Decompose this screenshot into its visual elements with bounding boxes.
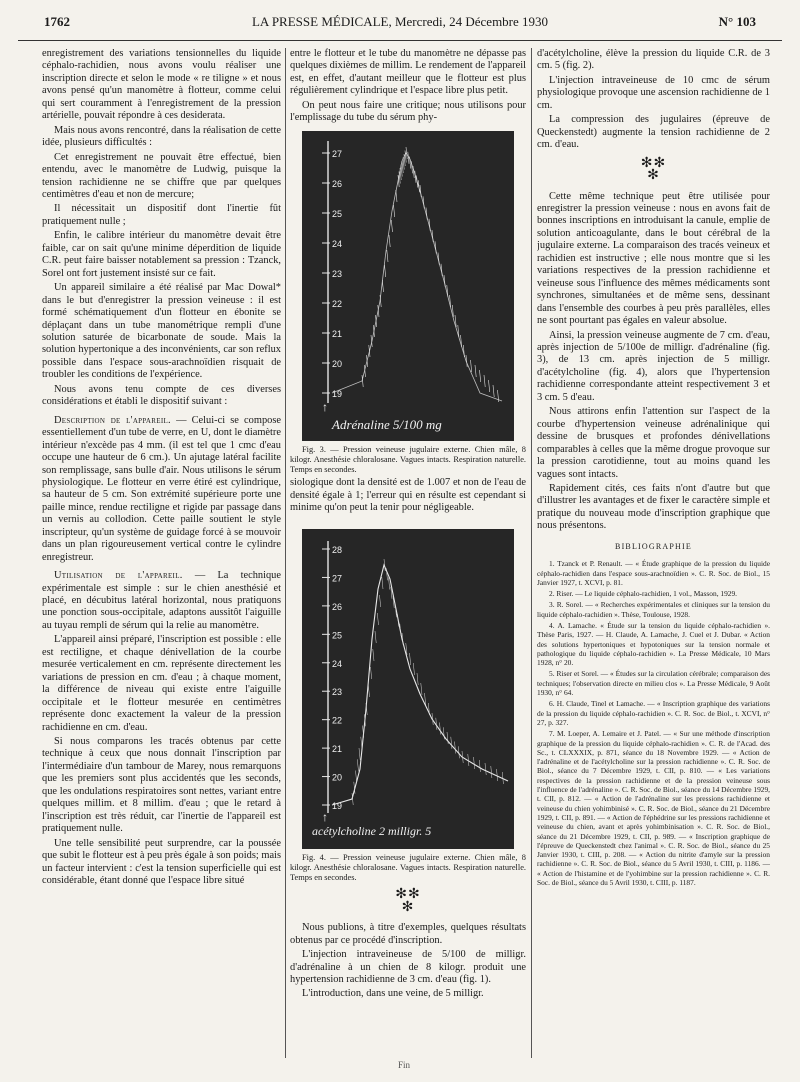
scale-tick-label: 26 (332, 178, 343, 189)
page-number: 1762 (44, 14, 70, 29)
column-3 (537, 48, 770, 1068)
injection-arrow: ↑ (322, 809, 328, 824)
injection-arrow: ↑ (322, 399, 328, 414)
section-utilisation (42, 570, 281, 632)
scale-tick-label: 19 (332, 800, 343, 811)
paragraph: Mais nous avons rencontré, dans la réalisation de cette idée, plusieurs difficultés : (42, 124, 281, 149)
journal-title: LA PRESSE MÉDICALE, Mercredi, 24 Décembre 1930 (251, 14, 549, 29)
paragraph: L'appareil ainsi préparé, l'inscription est possible : elle est rectiligne, et chaque dénivellation de la courbe mesurée verticalement en cm. représente directement les variations de pression en cm. d'eau ; à chaque moment, la différence de niveau qui existe entre l'aiguille occipitale et le flotteur mesurée en centimètres représente donc exactement la valeur de la pression rachidienne en cm. d'eau. (42, 634, 281, 733)
figure-4-caption: Fig. 4. — Pression veineuse jugulaire externe. Chien mâle, 8 kilogr. Anesthésie chloralosane. Vagues intacts. Respiration naturelle. Temps en secondes. (290, 852, 526, 883)
scale-tick-label: 27 (332, 148, 343, 159)
paragraph: L'introduction, dans une veine, de 5 milligr. (302, 988, 484, 1000)
scale-tick-label: 24 (332, 658, 343, 669)
scale-tick-label: 25 (332, 630, 343, 641)
bibliography-entry: 3. R. Sorel. — « Recherches expérimentales et cliniques sur la tension du liquide céphalo-rachidien ». Thèse, Toulouse, 1928. (537, 600, 770, 619)
paragraph: Enfin, le calibre intérieur du manomètre devait être faible, car on sait qu'une minime déperdition de liquide C.R. peut faire baisser notablement sa pression : Tzanck, Sorel ont fort justement insisté sur ce fait. (42, 230, 281, 279)
bibliography-entry: 4. A. Lamache. « Étude sur la tension du liquide céphalo-rachidien ». Thèse Paris, 1927. — H. Claude, A. Lamache, J. Cuel et J. Dubar. « Action des solutions hypertoniques et hypotoniques sur la tension normale et pathologique du liquide céphalo-rachidien ». La Presse Médicale, 10 Mars 1928, n° 20. (537, 621, 770, 668)
page-header (18, 8, 782, 32)
column-divider (531, 48, 532, 1058)
scale-tick-label: 28 (332, 544, 343, 555)
paragraph: Nous publions, à titre d'exemples, quelques résultats obtenus par ce procédé d'inscription. (290, 922, 526, 946)
paragraph: La compression des jugulaires (épreuve de Queckenstedt) augmente la tension rachidienne de 2 cm. d'eau. (537, 114, 770, 151)
paragraph: Ainsi, la pression veineuse augmente de 7 cm. d'eau, après injection de 5/100e de milligr. d'adrénaline (fig. 3), de 13 cm. après injection de 5 milligr. d'acétylcholine (fig. 4), alors que l'hypertension rachidienne correspondante atteint respectivement 3 et 3 cm. 5 d'eau. (537, 329, 770, 403)
scale-tick-label: 24 (332, 238, 343, 249)
figure-4-trace (302, 529, 514, 849)
paragraph: On peut nous faire une critique; nous utilisons pour l'emplissage du tube du sérum phy- (290, 99, 526, 124)
scale-tick-label: 23 (332, 268, 343, 279)
bibliography-entry: 2. Riser. — Le liquide céphalo-rachidien, 1 vol., Masson, 1929. (549, 589, 738, 599)
section-separator: ✻✻ ✻ (395, 887, 421, 915)
scale-tick-label: 20 (332, 358, 343, 369)
section-text: — La technique expérimentale est simple : sur le chien anesthésié et placé, en décubitus latéral horizontal, nous pratiquons une ponction sous-occipitale, adaptons aussitôt l'aiguille au tuyau rempli de sérum qui la relie au manomètre. (42, 570, 281, 631)
column-1 (42, 48, 281, 1068)
scale-tick-label: 21 (332, 743, 343, 754)
paragraph: Il nécessitait un dispositif dont l'inertie fût pratiquement nulle ; (42, 203, 281, 227)
bibliography-entry: 5. Riser et Sorel. — « Études sur la circulation cérébrale; comparaison des techniques; l'observation directe en milieu clos ». La Presse Médicale, 9 Août 1930, n° 64. (537, 669, 770, 698)
paragraph: enregistrement des variations tensionnelles du liquide céphalo-rachidien, nous avons voulu réaliser une inscription directe et selon le mode « re tiligne » et nous avons pensé qu'un manomètre à flotteur, comme celui qui sert couramment à l'enregistrement de la pression artérielle, pouvait répondre à ces desiderata. (42, 48, 281, 122)
figure-3-caption: Fig. 3. — Pression veineuse jugulaire externe. Chien mâle, 8 kilogr. Anesthésie chloralosane. Vagues intacts. Respiration naturelle. Temps en secondes. (290, 444, 526, 475)
paragraph: siologique dont la densité est de 1.007 et non de l'eau de densité égale à 1; l'erreur qui en résulte est cependant si minime qu'on peut la tenir pour négligeable. (290, 477, 526, 514)
scale-tick-label: 22 (332, 715, 343, 726)
paragraph: Si nous comparons les tracés obtenus par cette technique à ceux que nous donnait l'inscription par l'intermédiaire d'un tambour de Marey, nous remarquons que les premiers sont plus accidentés que les seconds, que les ondulations respiratoires sont nettes, variant entre quelques millim. et 8 millim. d'eau ; que le retard à l'inscription est très réduit, car l'inertie de l'appareil est pratiquement nulle. (42, 736, 281, 835)
paragraph: Cette même technique peut être utilisée pour enregistrer la pression veineuse : nous en avons fait de bonnes inscriptions en introduisant la canule, emplie de solution anticoagulante, dans le bout cérébral de la jugulaire externe. La comparaison des tracés veineux et rachidien est instructive ; elle nous montre que si les variations respectives de la pression rachidienne et veineuse sous l'influence des mêmes médicaments sont synchrones, simultanées et de même sens, dessinant dans l'ensemble des courbes à peu près parallèles, elles ne sont pourtant pas égales en valeur absolue. (537, 190, 770, 327)
bibliography-entry: 7. M. Loeper, A. Lemaire et J. Patel. — « Sur une méthode d'inscription graphique de la pression du liquide céphalo-rachidien ». C. R. de l'Acad. des Sc., t. CLXXXIX, p. 871, séance du 18 Novembre 1929. — « Action de l'adrénaline et de l'acétylcholine sur la pression rachidienne ». C. R. Soc. de Biol., séance du 7 Décembre 1929, t. CII, p. 810. — « Les variations respectives de la pression rachidienne et de la pression veineuse sous l'influence de l'adrénaline ». C. R. Soc. de Biol., séance du 14 Décembre 1929, t. CII, p. 812. — « Action de l'adrénaline sur les pressions rachidienne et veineuse du chien yohimbinisé ». C. R. Soc. de Biol., séance du 21 Décembre 1929, t. CII, p. 891. — « Action de l'éphédrine sur les pressions rachidienne et veineuse du chien, avant et après yohimbinisation ». C. R. Soc. de Biol., séance du 21 Décembre 1929, t. CII, p. 989. — « Inscription graphique de l'épreuve de Queckenstedt chez l'animal ». C. R. Soc. de Biol., séance du 25 Janvier 1930, t. CIII, p. 208. — « Action du nitrite d'amyle sur la pression rachidienne ». C. R. Soc. de Biol., séance du 5 Avril 1930, t. CIII, p. 1186. — « Action de l'histamine et de l'yohimbine sur la pression rachidienne ». C. R. Soc. de Biol., séance du 5 Avril 1930, t. CIII, p. 1187. (537, 729, 770, 888)
scale-tick-label: 25 (332, 208, 343, 219)
paragraph: d'acétylcholine, élève la pression du liquide C.R. de 3 cm. 5 (fig. 2). (537, 48, 770, 72)
paragraph: Une telle sensibilité peut surprendre, car la poussée que subit le flotteur est à peu près égale à son poids; mais un facteur intervient : c'est la tension superficielle qui est considérable, étant donné que l'espace libre situé (42, 837, 281, 886)
section-description (42, 415, 281, 564)
paragraph: L'injection intraveineuse de 10 cmc de sérum physiologique provoque une ascension rachidienne de 1 cm. (537, 74, 770, 111)
paragraph: Nous avons tenu compte de ces diverses considérations et établi le dispositif suivant : (42, 383, 281, 408)
bibliography-heading: BIBLIOGRAPHIE (615, 541, 692, 551)
figure-4-svg (302, 529, 514, 849)
header-rule (18, 40, 782, 41)
section-text: — Celui-ci se compose essentiellement d'un tube de verre, en U, dont le diamètre intérieur n'excède pas 4 mm. (il est tel que 1 cmc d'eau occupe une hauteur de 6 cm.). Un ajutage latéral facilite son remplissage, sans bulle d'air. Nous utilisons le sérum physiologique. Le flotteur en verre étiré est cylindrique, sa hauteur de 5 cm. Son extrémité supérieure porte une paille mince, rendue rectiligne et rigide par passage dans un vernis au collodion. Cette paille soutient le style inscripteur, qu'un système de guidage forcé à se mouvoir dans un plan rigoureusement vertical contre le cylindre enregistreur. (42, 414, 281, 563)
paragraph: entre le flotteur et le tube du manomètre ne dépasse pas quelques dixièmes de millim. Le rendement de l'appareil est, en effet, d'autant meilleur que le flotteur est plus régulièrement cylindrique et l'espace libre plus petit. (290, 48, 526, 97)
figure-3-annotation: Adrénaline 5/100 mg (332, 416, 442, 432)
printer-mark: Fin (398, 1060, 411, 1070)
bibliography-entry: 1. Tzanck et P. Renault. — « Étude graphique de la pression du liquide céphalo-rachidien dans l'espace sous-arachnoïdien ». C. R. Soc. de Biol., 15 Janvier 1927, t. XCVI, p. 81. (537, 559, 770, 587)
section-heading: Utilisation de l'appareil. (54, 570, 183, 582)
section-separator: ✻✻ ✻ (640, 155, 667, 184)
scale-tick-label: 20 (332, 772, 343, 783)
scale-tick-label: 22 (332, 298, 343, 309)
figure-3-trace (302, 131, 514, 441)
bibliography-entry: 6. H. Claude, Tinel et Lamache. — « Inscription graphique des variations de la pression du liquide céphalo-rachidien ». C. R. Soc. de Biol., t. XCVI, n° 27, p. 327. (537, 699, 770, 727)
section-heading: Description de l'appareil. (54, 414, 171, 426)
figure-3-svg (302, 131, 514, 441)
scale-tick-label: 27 (332, 573, 343, 584)
paragraph: L'injection intraveineuse de 5/100 de milligr. d'adrénaline à un chien de 8 kilogr. produit une hypertension rachidienne de 3 cm. d'eau (fig. 1). (290, 949, 526, 986)
column-2 (290, 48, 526, 1068)
paragraph: Cet enregistrement ne pouvait être effectué, bien entendu, avec le manomètre de Ludwig, puisque la tension rachidienne ne se chiffre que par quelques centimètres d'eau et non de mercure; (42, 151, 281, 200)
paragraph: Un appareil similaire a été réalisé par Mac Dowal* dans le but d'enregistrer la pression veineuse : il est formé schématiquement d'un flotteur en ébonite se déplaçant dans un tube manométrique rempli d'une solution saturée de bicarbonate de soude. Mais la solution hypertonique a des inconvénients, car son reflux possible dans l'espace sous-arachnoïdien risquait de troubler les conditions de l'expérience. (42, 282, 281, 381)
figure-4-annotation: acétylcholine 2 milligr. 5 (312, 823, 432, 838)
scale-tick-label: 23 (332, 686, 343, 697)
paragraph: Rapidement cités, ces faits n'ont d'autre but que d'illustrer les avantages et de fixer le caractère simple et pratique du nouveau mode d'inscription graphique que nous présentons. (537, 482, 770, 532)
paragraph: Nous attirons enfin l'attention sur l'aspect de la courbe d'hypertension veineuse adrénalinique qui dessine de brusques et profondes dénivellations comparables à celles que la même drogue provoque sur la pression carotidienne, tout au moins quand les vagues sont intacts. (537, 406, 770, 480)
issue-number: N° 103 (718, 14, 756, 29)
scale-tick-label: 21 (332, 328, 343, 339)
scale-tick-label: 26 (332, 601, 343, 612)
column-divider (285, 48, 286, 1058)
scale-tick-label: 19 (332, 388, 343, 399)
